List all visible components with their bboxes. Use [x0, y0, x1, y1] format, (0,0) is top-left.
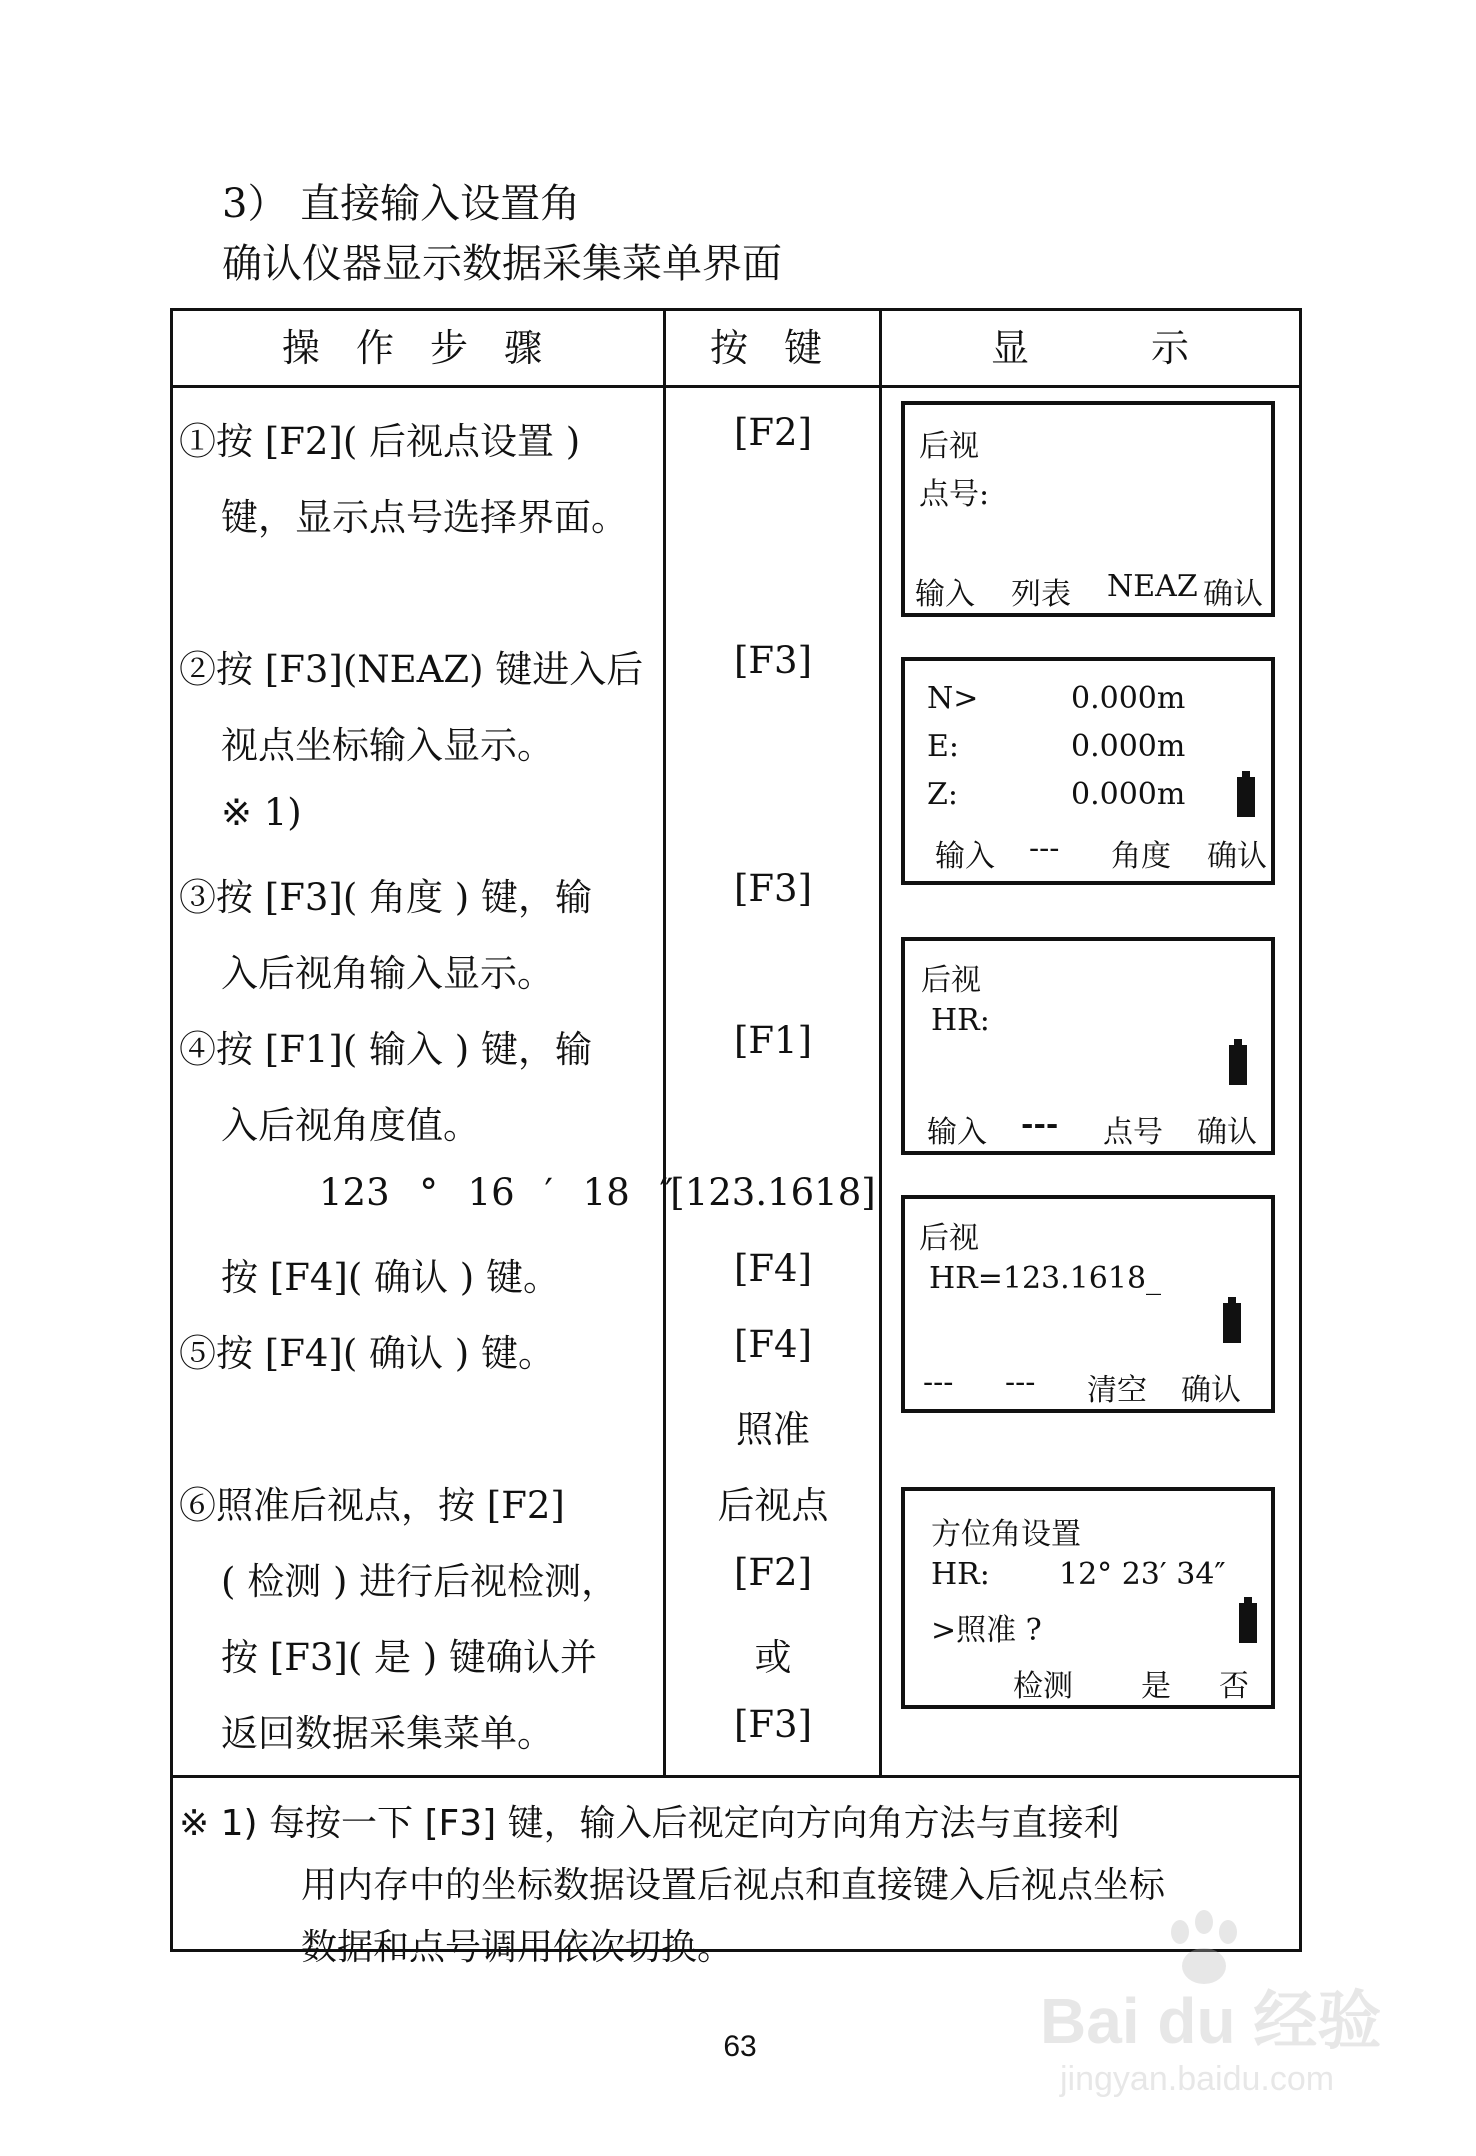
header-keys: 按 键 [709, 326, 835, 370]
step-line: 按 [F3]( 是 ) 键确认并 [221, 1636, 597, 1679]
footnote-line: 用内存中的坐标数据设置后视点和直接键入后视点坐标 [301, 1865, 1166, 1906]
softkey-f1: --- [923, 1365, 954, 1400]
battery-icon [1237, 777, 1255, 817]
step-line: ( 检测 ) 进行后视检测， [221, 1560, 619, 1603]
step-line: ③按 [F3]( 角度 ) 键，输 [179, 876, 592, 919]
step-line: ②按 [F3](NEAZ) 键进入后 [179, 648, 644, 691]
step-line: 入后视角度值。 [221, 1104, 480, 1147]
lcd-title: 后视 [919, 1221, 979, 1256]
lcd-hr-entry: HR=123.1618_ [929, 1261, 1162, 1296]
lcd-line: 点号: [919, 477, 990, 512]
key-or-text: 或 [754, 1636, 792, 1679]
softkey-f3: 是 [1141, 1669, 1171, 1704]
baidu-jingyan-watermark [1040, 1910, 1440, 2120]
battery-icon [1229, 1045, 1247, 1085]
page-number: 63 [723, 2030, 757, 2063]
softkey-f4: 确认 [1197, 1115, 1257, 1150]
step-line: ⑤按 [F4]( 确认 ) 键。 [179, 1332, 555, 1375]
lcd-z-value: 0.000m [1071, 777, 1186, 812]
step-line: 入后视角输入显示。 [221, 952, 554, 995]
softkey-f3: 点号 [1103, 1115, 1163, 1150]
softkey-f4: 确认 [1207, 839, 1267, 874]
lcd-n-value: 0.000m [1071, 681, 1186, 716]
step-line: ※ 1) [221, 791, 302, 834]
section-subheading: 确认仪器显示数据采集菜单界面 [222, 241, 782, 287]
lcd-title: 后视 [919, 429, 979, 464]
lcd-e-label: E: [927, 729, 960, 764]
softkey-f1: 输入 [935, 839, 995, 874]
key-f4: [F4] [733, 1323, 813, 1366]
lcd-backsight-hr-entry [901, 1195, 1275, 1413]
key-f3: [F3] [733, 1703, 813, 1746]
key-f2: [F2] [733, 411, 813, 454]
footnote-divider [173, 1775, 1299, 1778]
softkey-f1: 输入 [927, 1115, 987, 1150]
lcd-hr-label: HR: [931, 1003, 990, 1038]
step-line: 按 [F4]( 确认 ) 键。 [221, 1256, 560, 1299]
lcd-n-label: N> [927, 681, 979, 716]
step-line: 键，显示点号选择界面。 [221, 496, 628, 539]
footnote-line: 数据和点号调用依次切换。 [301, 1927, 734, 1968]
lcd-title: 后视 [921, 963, 981, 998]
step-line: ⑥照准后视点，按 [F2] [179, 1484, 565, 1527]
procedure-table [170, 308, 1302, 1968]
softkey-f4: 确认 [1203, 577, 1263, 612]
lcd-e-value: 0.000m [1071, 729, 1186, 764]
lcd-azimuth-setting [901, 1487, 1275, 1709]
lcd-neaz-input [901, 657, 1275, 885]
lcd-hr-value: 12° 23′ 34″ [1059, 1557, 1226, 1592]
header-divider [173, 385, 1299, 388]
header-display-text: 显 示 [990, 326, 1190, 370]
softkey-f2: --- [1021, 1107, 1059, 1142]
step-line: ④按 [F1]( 输入 ) 键，输 [179, 1028, 592, 1071]
lcd-hr-label: HR: [931, 1557, 990, 1592]
softkey-f1: 输入 [915, 577, 975, 612]
lcd-backsight-point [901, 401, 1275, 617]
softkey-f3: 清空 [1087, 1373, 1147, 1408]
footnote-line: ※ 1) 每按一下 [F3] 键，输入后视定向方向角方法与直接利 [179, 1803, 1120, 1844]
watermark-url: jingyan.baidu.com [1060, 2060, 1335, 2098]
softkey-f2: 列表 [1011, 577, 1071, 612]
softkey-f2: 检测 [1013, 1669, 1073, 1704]
softkey-f4: 否 [1219, 1669, 1249, 1704]
softkey-f3: 角度 [1111, 839, 1171, 874]
softkey-f3: NEAZ [1107, 569, 1198, 604]
key-f4: [F4] [733, 1247, 813, 1290]
step-line: 返回数据采集菜单。 [221, 1712, 554, 1755]
key-sight-text: 照准 [736, 1408, 810, 1451]
step-line: 视点坐标输入显示。 [221, 724, 554, 767]
softkey-f2: --- [1005, 1365, 1036, 1400]
key-f3: [F3] [733, 639, 813, 682]
header-display [881, 311, 1299, 385]
battery-icon [1223, 1303, 1241, 1343]
battery-icon [1239, 1603, 1257, 1643]
key-f2: [F2] [733, 1551, 813, 1594]
key-sight-text: 后视点 [717, 1484, 829, 1527]
step-angle-value: 123 ° 16 ′ 18 ″ [319, 1171, 674, 1214]
lcd-z-label: Z: [927, 777, 958, 812]
lcd-title: 方位角设置 [931, 1517, 1081, 1552]
header-steps: 操 作 步 骤 [281, 326, 555, 370]
watermark-logo: Bai du 经验 [1040, 1985, 1382, 2057]
lcd-sight-prompt: >照准 ? [931, 1613, 1042, 1648]
step-line: ①按 [F2]( 后视点设置 ) [179, 420, 581, 463]
lcd-backsight-hr [901, 937, 1275, 1155]
key-angle-entry: [123.1618] [670, 1171, 876, 1214]
section-heading: 3） 直接输入设置角 [222, 181, 581, 227]
softkey-f2: --- [1029, 831, 1060, 866]
softkey-f4: 确认 [1181, 1373, 1241, 1408]
key-f1: [F1] [733, 1019, 813, 1062]
key-f3: [F3] [733, 867, 813, 910]
